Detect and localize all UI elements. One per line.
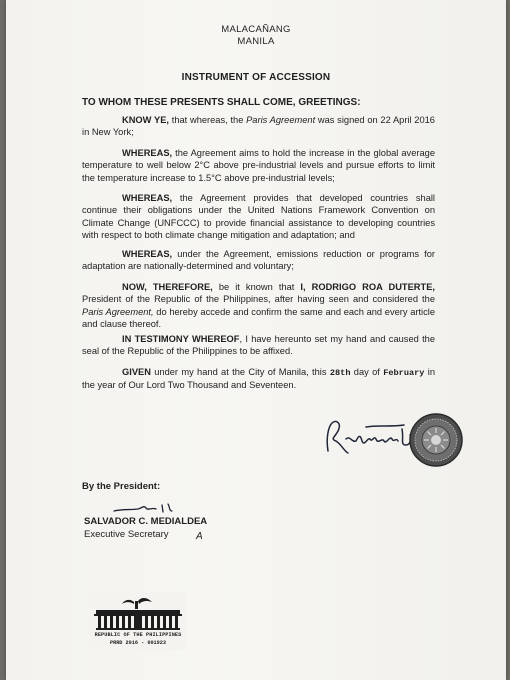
paragraph-italic: Paris Agreement,	[82, 306, 154, 317]
letterhead-line-2: MANILA	[237, 36, 275, 47]
paragraph-lead: KNOW YE,	[122, 115, 169, 125]
stamp-text-republic: REPUBLIC OF THE PHILIPPINES	[94, 632, 182, 638]
document-title: INSTRUMENT OF ACCESSION	[181, 72, 331, 83]
paragraph-given	[82, 366, 435, 392]
president-name: I, RODRIGO ROA DUTERTE,	[300, 282, 435, 292]
paragraph-lead: NOW, THEREFORE,	[122, 282, 213, 292]
letterhead	[6, 24, 506, 48]
paragraph-text: day of	[350, 367, 384, 377]
paragraph-whereas-1	[82, 147, 435, 184]
paragraph-whereas-2	[82, 192, 435, 242]
stamp-text-number: PRRD 2016 - 001923	[109, 640, 167, 646]
paragraph-lead: IN TESTIMONY WHEREOF	[122, 334, 240, 344]
paragraph-lead: WHEREAS,	[122, 249, 173, 259]
republic-seal-icon	[408, 412, 464, 468]
greeting: TO WHOM THESE PRESENTS SHALL COME, GREETINGS:	[82, 97, 361, 108]
secretary-title: Executive Secretary	[84, 529, 169, 540]
paragraph-text: under my hand at the City of Manila, this	[150, 367, 330, 377]
paragraph-text: the Agreement aims to hold the increase in the global average temperature to well below 2°C above pre-industrial levels and pursue efforts to limit the temperature increase to 1.5°C above pre-industrial levels;	[82, 148, 435, 183]
paragraph-now-therefore	[82, 281, 435, 331]
paragraph-italic: Paris Agreement	[246, 115, 316, 125]
paragraph-text: do hereby accede and confirm the same and each and every article and clause thereof.	[82, 306, 435, 330]
date-day: 28th	[329, 368, 351, 378]
secretary-signature	[112, 499, 182, 517]
paragraph-testimony	[82, 333, 435, 358]
paragraph-text: under the Agreement, emissions reduction or programs for adaptation are nationally-determined and voluntary;	[82, 249, 435, 272]
paragraph-text: , I have hereunto set my hand and caused the seal of the Republic of the Philippines to be affixed.	[82, 334, 436, 357]
paragraph-text: President of the Republic of the Philippines, after having seen and considered the	[82, 294, 435, 305]
paragraph-lead: WHEREAS,	[122, 193, 173, 203]
date-month: February	[383, 368, 425, 378]
document-page	[6, 0, 506, 680]
letterhead-line-1: MALACAÑANG	[221, 24, 291, 35]
paragraph-whereas-3	[82, 248, 435, 273]
initial-mark: A	[196, 531, 203, 542]
secretary-name: SALVADOR C. MEDIALDEA	[84, 516, 208, 527]
by-the-president-label: By the President:	[82, 481, 161, 492]
paragraph-text: was signed on 22 April 2016 in New York;	[82, 115, 435, 138]
paragraph-text: the Agreement provides that developed countries shall continue their obligations under the United Nations Framework Convention on Climate Change (UNFCCC) to provide financial assistance to developing countries with respect to both climate change mitigation and adaptation; and	[82, 193, 435, 241]
paragraph-text: be it known that	[212, 282, 301, 292]
president-signature	[322, 415, 418, 459]
paragraph-text: in the year of Our Lord Two Thousand and Seventeen.	[82, 367, 436, 391]
paragraph-lead: GIVEN	[122, 367, 151, 377]
paragraph-lead: WHEREAS,	[122, 148, 173, 158]
paragraph-know-ye	[82, 114, 435, 139]
paragraph-text: that whereas, the	[169, 115, 247, 125]
